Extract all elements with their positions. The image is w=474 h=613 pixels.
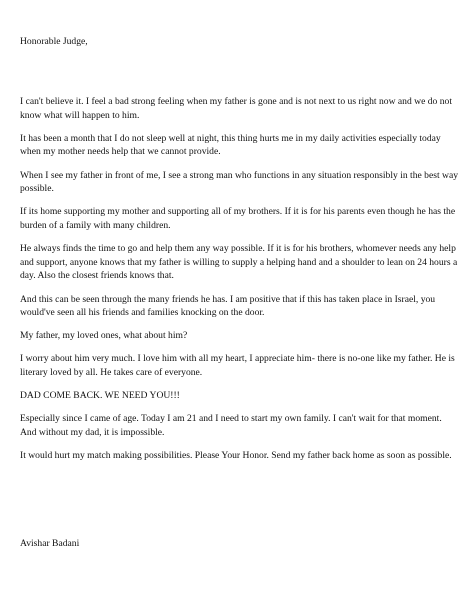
paragraph-4: If its home supporting my mother and supporting all of my brothers. If it is for his parents even though he has the burden of a family with many children.	[20, 206, 456, 231]
paragraph-6: And this can be seen through the many friends he has. I am positive that if this has taken place in Israel, you would've seen all his friends and families knocking on the door.	[20, 293, 436, 319]
signature: Avishar Badani	[20, 538, 80, 549]
paragraph-9: DAD COME BACK. WE NEED YOU!!!	[20, 390, 180, 402]
paragraph-11: It would hurt my match making possibilities. Please Your Honor. Send my father back home as soon as possible.	[20, 450, 452, 462]
paragraph-1: I can't believe it. I feel a bad strong feeling when my father is gone and is not next to us right now and we do not know what will happen to him.	[20, 96, 452, 121]
paragraph-5: He always finds the time to go and help them any way possible. If it is for his brothers, whomever needs any help and support, anyone knows that my father is willing to supply a helping hand and a shoulder to lean on 24 hours a day. Also the closest friends knows that.	[20, 243, 458, 282]
salutation: Honorable Judge,	[20, 36, 88, 47]
paragraph-8: I worry about him very much. I love him with all my heart, I appreciate him- there is no-one like my father. He is literary loved by all. He takes care of everyone.	[20, 353, 455, 379]
paragraph-10: Especially since I came of age. Today I am 21 and I need to start my own family. I can't wait for that moment. And without my dad, it is impossible.	[20, 413, 442, 439]
paragraph-7: My father, my loved ones, what about him?	[20, 330, 188, 342]
paragraph-3: When I see my father in front of me, I see a strong man who functions in any situation responsibly in the best way possible.	[20, 169, 459, 195]
letter-body	[20, 95, 460, 472]
paragraph-2: It has been a month that I do not sleep well at night, this thing hurts me in my daily activities especially today when my mother needs help that we cannot provide.	[20, 132, 441, 158]
